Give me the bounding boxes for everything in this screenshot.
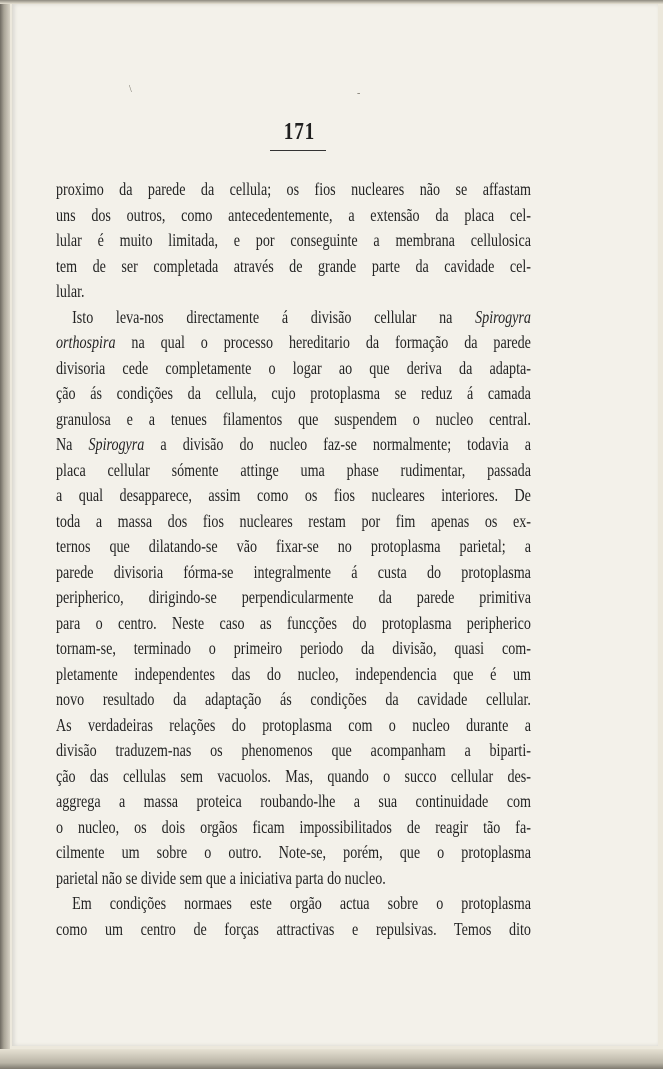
text-line: Na Spirogyra a divisão do nucleo faz-se normalmente; todavia a xyxy=(56,434,531,454)
bottom-page-edge xyxy=(0,1049,663,1069)
text-line: para o centro. Neste caso as funcções do protoplasma peripherico xyxy=(56,612,531,633)
ink-speck: \ xyxy=(129,84,132,95)
text-line: divisão traduzem-nas os phenomenos que acompanham a biparti- xyxy=(56,740,531,760)
text-line: peripherico, dirigindo-se perpendicularmente da parede primitiva xyxy=(56,587,531,607)
text-line: pletamente independentes das do nucleo, independencia que é um xyxy=(56,663,531,684)
text-line: tornam-se, terminado o primeiro periodo da divisão, quasi com- xyxy=(56,638,531,658)
text-line: cilmente um sobre o outro. Note-se, porém, que o protoplasma xyxy=(56,842,531,862)
text-line: lular é muito limitada, e por conseguinte a membrana cellulosica xyxy=(56,230,531,250)
text-line: divisoria cede completamente o logar ao que deriva da adapta- xyxy=(56,357,531,378)
text-line: novo resultado da adaptação ás condições da cavidade cellular. xyxy=(56,689,531,709)
body-text xyxy=(56,177,661,942)
text-line: Em condições normaes este orgão actua sobre o protoplasma xyxy=(72,893,531,913)
text-line: As verdadeiras relações do protoplasma com o nucleo durante a xyxy=(56,714,531,735)
page-number-rule xyxy=(270,150,326,151)
text-line: orthospira na qual o processo hereditario da formação da parede xyxy=(56,332,531,352)
text-line: o nucleo, os dois orgãos ficam impossibilitados de reagir tão fa- xyxy=(56,816,531,837)
text-line: granulosa e a tenues filamentos que suspendem o nucleo central. xyxy=(56,408,531,429)
text-line: parietal não se divide sem que a iniciativa parta do nucleo. xyxy=(56,867,386,888)
text-line: lular. xyxy=(56,281,85,301)
text-line: proximo da parede da cellula; os fios nucleares não se affastam xyxy=(56,179,531,199)
text-line: toda a massa dos fios nucleares restam por fim apenas os ex- xyxy=(56,510,531,531)
binding-shadow xyxy=(0,0,10,1069)
text-line: Isto leva-nos directamente á divisão cellular na Spirogyra xyxy=(72,306,531,327)
text-line: como um centro de forças attractivas e repulsivas. Temos dito xyxy=(56,918,531,939)
ink-speck: - xyxy=(357,88,361,99)
text-line: a qual desapparece, assim como os fios nucleares interiores. De xyxy=(56,485,531,505)
text-line: tem de ser completada através de grande parte da cavidade cel- xyxy=(56,255,531,276)
text-line: ção ás condições da cellula, cujo protoplasma se reduz á camada xyxy=(56,383,531,403)
text-line: aggrega a massa proteica roubando-lhe a sua continuidade com xyxy=(56,791,531,811)
book-page xyxy=(12,4,658,1046)
text-line: placa cellular sómente attinge uma phase rudimentar, passada xyxy=(56,459,531,480)
text-line: uns dos outros, como antecedentemente, a extensão da placa cel- xyxy=(56,204,531,225)
page-number: 171 xyxy=(283,119,315,145)
text-line: ternos que dilatando-se vão fixar-se no protoplasma parietal; a xyxy=(56,536,531,556)
text-line: parede divisoria fórma-se integralmente á custa do protoplasma xyxy=(56,561,531,582)
text-line: ção das cellulas sem vacuolos. Mas, quando o succo cellular des- xyxy=(56,765,531,786)
